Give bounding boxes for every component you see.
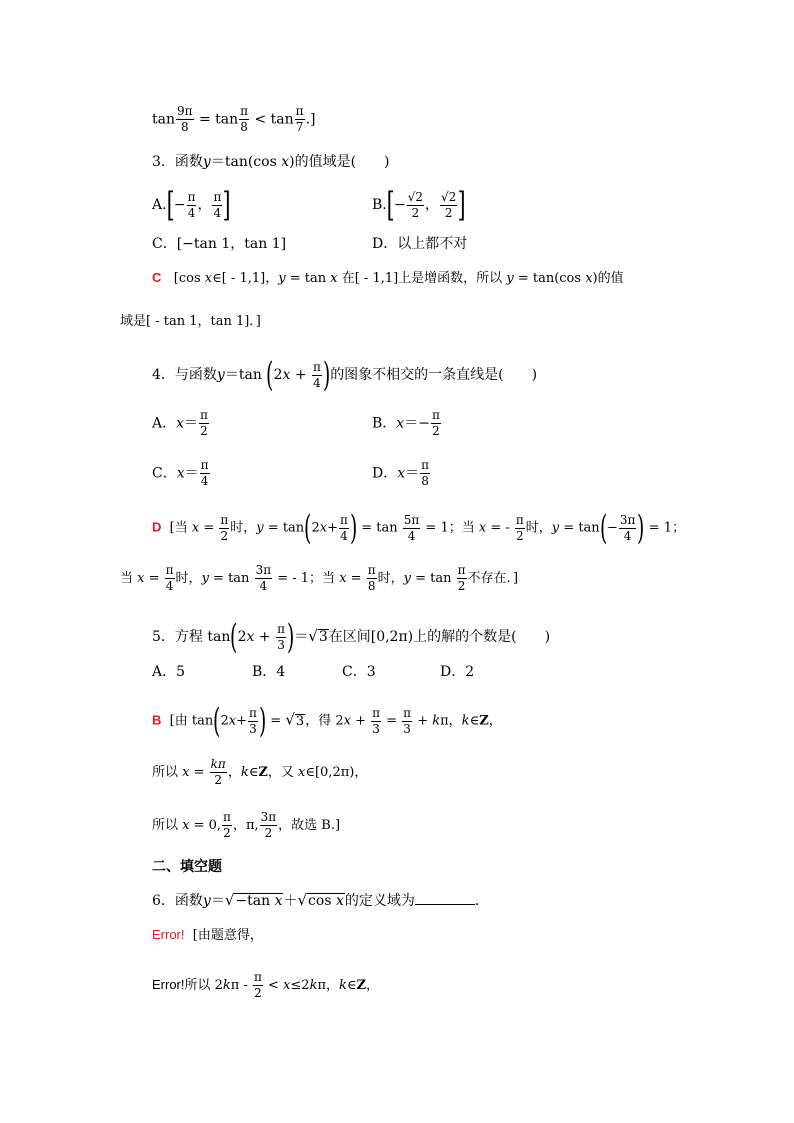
fraction [253, 970, 263, 1001]
numerator: π [515, 512, 524, 527]
var: y [216, 367, 225, 383]
var: y [202, 154, 211, 170]
text: [cos [173, 271, 205, 286]
var: x [282, 367, 291, 383]
paren: ( [213, 701, 221, 741]
option-5b: B．4 [252, 664, 286, 680]
fraction [457, 563, 467, 594]
text: = tan [263, 520, 305, 536]
var: x [396, 415, 405, 432]
option-5c: C．3 [342, 664, 376, 680]
text: 在区间[0,2π)上的解的个数是( ) [328, 629, 551, 645]
var: x [585, 271, 593, 286]
text: = tan [285, 271, 331, 286]
text: 所以 [152, 818, 183, 833]
answer-letter: C [152, 270, 162, 285]
text: = tan [208, 571, 254, 586]
fraction [407, 190, 424, 221]
text: 不存在．] [467, 571, 519, 586]
text: ∈ [469, 713, 480, 729]
radical-sign: √ [285, 710, 295, 729]
denominator: 2 [407, 205, 424, 221]
radicand: 3 [318, 629, 328, 645]
var: x [176, 465, 185, 482]
var: x [274, 893, 283, 909]
text: [当 [169, 520, 192, 536]
var: x [182, 765, 190, 780]
fraction [200, 458, 210, 489]
error-marker: Error! [152, 927, 185, 942]
var: x [397, 465, 406, 482]
bracket: ] [457, 185, 466, 225]
option-label: C． [152, 465, 177, 482]
text: = [199, 520, 219, 536]
fraction [248, 706, 258, 737]
text: 时， [175, 571, 202, 586]
denominator: 8 [176, 119, 194, 135]
question-4 [152, 355, 538, 395]
numerator: 3π [255, 563, 272, 577]
text: = [382, 713, 402, 729]
text: ＝− [404, 415, 430, 432]
var: y [256, 520, 264, 536]
option-3c: C．[−tan 1，tan 1] [152, 236, 287, 252]
denominator: 2 [260, 825, 278, 841]
text: 6．函数 [152, 893, 203, 909]
text: − [394, 197, 406, 213]
var: x [283, 978, 291, 993]
text: ≤2 [290, 978, 310, 993]
paren: ) [322, 355, 331, 395]
fraction [165, 563, 175, 594]
answer-4 [152, 508, 686, 548]
text: < tan [250, 111, 294, 128]
numerator: 3π [260, 810, 277, 824]
fraction [276, 622, 286, 653]
text: 2 [220, 713, 229, 729]
text: = 0, [189, 818, 222, 833]
numerator: π [254, 970, 262, 984]
set-symbol: Z [479, 713, 489, 729]
text: ＝tan [224, 367, 267, 383]
answer-6 [152, 925, 263, 946]
text: ∈[0,2π)， [305, 765, 368, 780]
text: )的值域是( ) [289, 154, 390, 170]
text: π， [317, 978, 340, 993]
numerator: 9π [177, 104, 193, 118]
text: .] [305, 111, 316, 128]
text: ， [425, 197, 440, 213]
text: tan [152, 111, 175, 128]
text: + [254, 629, 276, 645]
text: − [173, 197, 186, 213]
fraction [210, 757, 227, 788]
denominator: 2 [210, 772, 227, 788]
answer-letter: D [152, 519, 162, 535]
answer-5-cont1 [152, 757, 367, 788]
numerator: π [165, 563, 174, 577]
var: x [204, 271, 213, 286]
error-marker: Error! [152, 977, 185, 992]
text: ＝ [184, 415, 199, 432]
var: x [335, 893, 344, 909]
paren: ( [599, 508, 607, 548]
text: = - [486, 520, 514, 536]
numerator: π [431, 408, 440, 422]
denominator: 2 [254, 986, 262, 1000]
fraction [239, 104, 249, 135]
continuation-line [152, 104, 315, 135]
option-label: A. [152, 197, 167, 213]
text: −tan [235, 893, 275, 909]
answer-letter: B [152, 712, 162, 728]
fraction [515, 513, 525, 544]
text: ，又 [267, 765, 298, 780]
text: 所以 2 [184, 978, 223, 993]
bracket: [ [386, 185, 395, 225]
text: < [263, 978, 284, 993]
var: k [240, 765, 249, 780]
denominator: 2 [220, 528, 229, 543]
text: = 1；当 [421, 520, 479, 536]
numerator: kπ [210, 757, 226, 771]
denominator: 4 [200, 474, 209, 488]
answer-3 [152, 268, 624, 289]
text: ， [366, 978, 380, 993]
numerator: π [240, 104, 249, 118]
var: x [191, 520, 200, 536]
option-4a [152, 408, 210, 439]
text: ，π, [232, 818, 259, 833]
fraction [371, 706, 381, 737]
fraction [222, 810, 232, 841]
text: 3．函数 [152, 154, 203, 170]
text: = tan [410, 571, 456, 586]
text: + [290, 367, 312, 383]
section-heading: 二、填空题 [152, 859, 222, 875]
numerator: π [421, 458, 430, 472]
numerator: π [200, 458, 209, 472]
fraction [440, 190, 457, 221]
text: + [236, 713, 248, 729]
numerator: π [457, 563, 466, 577]
numerator: π [200, 408, 208, 422]
var: x [339, 571, 347, 586]
var: y [278, 271, 286, 286]
var: y [506, 271, 514, 286]
fraction [431, 408, 441, 439]
denominator: 4 [187, 205, 196, 220]
var: x [478, 520, 487, 536]
text: + [327, 520, 338, 536]
option-4b [372, 408, 442, 439]
option-label: B． [372, 415, 397, 432]
text: π， [440, 713, 462, 729]
var: x [176, 415, 185, 432]
denominator: 8 [367, 579, 376, 593]
text: ． [474, 893, 489, 909]
numerator: π [223, 810, 231, 824]
text: ，故选 B.] [278, 818, 341, 833]
var: x [182, 818, 190, 833]
text: 时， [377, 571, 404, 586]
var: x [298, 765, 306, 780]
answer-5 [152, 701, 502, 741]
var: k [461, 713, 470, 729]
fraction [367, 563, 377, 594]
numerator: π [277, 621, 285, 636]
paren: ) [349, 508, 358, 548]
denominator: 3 [372, 721, 380, 736]
text: 5．方程 tan [152, 629, 231, 645]
text: = tan [357, 520, 402, 536]
var: k [432, 713, 441, 729]
text: 所以 [152, 765, 183, 780]
question-6 [152, 890, 489, 911]
denominator: 4 [340, 528, 348, 543]
text: 2 [237, 629, 247, 645]
text: = tan(cos [513, 271, 586, 286]
numerator: π [367, 563, 376, 577]
denominator: 4 [403, 528, 421, 544]
denominator: 3 [277, 637, 285, 652]
fraction [402, 706, 412, 737]
fraction [619, 513, 637, 544]
denominator: 2 [200, 424, 208, 438]
numerator: π [339, 512, 348, 527]
var: x [330, 271, 338, 286]
fraction [420, 458, 430, 489]
text: π - [230, 978, 252, 993]
var: k [339, 978, 347, 993]
bracket: [ [166, 185, 175, 225]
text: = [266, 713, 286, 729]
numerator: π [249, 705, 257, 720]
denominator: 4 [313, 375, 321, 390]
radical-sign: √ [308, 627, 318, 645]
paren: ( [230, 617, 238, 657]
text: = 1； [644, 520, 686, 536]
text: [由 tan [169, 713, 214, 729]
paren: ( [304, 508, 312, 548]
question-5 [152, 617, 551, 657]
denominator: 3 [403, 721, 411, 736]
radicand: 3 [295, 713, 305, 729]
fraction [199, 408, 209, 439]
numerator: π [372, 705, 380, 720]
option-3a [152, 185, 231, 225]
var: x [137, 571, 145, 586]
text: ∈ [248, 765, 259, 780]
radical-sign: √ [297, 891, 308, 909]
text: cos [308, 893, 336, 909]
option-3b [372, 185, 466, 225]
text: [由题意得， [192, 928, 263, 943]
set-symbol: Z [258, 765, 268, 780]
fraction [187, 190, 197, 221]
fraction [403, 513, 421, 544]
text: 2 [311, 520, 320, 536]
denominator: 7 [295, 120, 304, 134]
denominator: 2 [440, 205, 457, 221]
var: x [228, 713, 237, 729]
text: ，得 2 [305, 713, 344, 729]
var: y [202, 893, 211, 909]
bracket: ] [222, 185, 231, 225]
question-3 [152, 152, 390, 172]
text: − [606, 520, 618, 536]
var: x [281, 154, 290, 170]
text: 4．与函数 [152, 367, 217, 383]
paren: ( [266, 355, 274, 395]
text: + [350, 713, 371, 729]
answer-3-cont: 域是[ - tan 1，tan 1]．] [120, 314, 261, 329]
option-4d [372, 458, 431, 489]
var: y [551, 520, 560, 536]
fraction [295, 104, 305, 135]
option-5a: A．5 [152, 664, 186, 680]
text: = - 1；当 [273, 571, 340, 586]
answer-4-cont [120, 563, 518, 594]
radical-sign: √ [224, 891, 235, 909]
fraction [260, 810, 278, 841]
numerator: 3π [619, 512, 636, 527]
fraction [312, 360, 322, 391]
fraction [219, 513, 229, 544]
text: ， [227, 765, 241, 780]
numerator: 5π [403, 512, 420, 527]
var: k [222, 978, 231, 993]
text: ＋ [283, 893, 298, 909]
paren: ) [258, 701, 267, 741]
numerator: π [187, 189, 196, 204]
text: = [144, 571, 164, 586]
denominator: 2 [516, 528, 524, 543]
text: = [346, 571, 366, 586]
denominator: 8 [421, 474, 429, 488]
text: ∈[ - 1,1]， [212, 271, 279, 286]
text: 2 [273, 367, 283, 383]
text: 时， [230, 520, 257, 536]
denominator: 4 [619, 528, 637, 544]
text: = [189, 765, 209, 780]
denominator: 2 [223, 826, 231, 840]
text: ， [488, 713, 502, 729]
denominator: 2 [432, 424, 440, 438]
numerator: π [313, 359, 321, 374]
paren: ) [286, 617, 295, 657]
text: = tan [194, 111, 239, 128]
answer-blank[interactable] [415, 890, 475, 905]
var: y [201, 571, 209, 586]
denominator: 4 [165, 579, 174, 593]
answer-6-cont [152, 970, 379, 1001]
numerator: π [220, 512, 229, 527]
text: 时， [525, 520, 552, 536]
text: ∈ [346, 978, 357, 993]
radicand [307, 893, 345, 908]
numerator: π [213, 189, 222, 204]
var: k [309, 978, 318, 993]
denominator: 4 [213, 205, 222, 220]
denominator: 4 [255, 578, 273, 594]
var: x [319, 520, 328, 536]
option-5d: D．2 [440, 664, 475, 680]
set-symbol: Z [356, 978, 367, 993]
option-label: A． [152, 415, 177, 432]
denominator: 2 [457, 579, 466, 593]
text: ＝ [184, 465, 199, 482]
text: )的值 [592, 271, 624, 286]
text: 在[ - 1,1]上是增函数，所以 [337, 271, 507, 286]
numerator: √2 [407, 189, 424, 204]
text: 的定义域为 [344, 893, 415, 909]
fraction [176, 104, 194, 135]
option-label: B. [372, 197, 387, 213]
var: x [343, 713, 351, 729]
fraction [339, 513, 349, 544]
option-label: D． [372, 465, 398, 482]
option-4c [152, 458, 211, 489]
text: ＝tan(cos [210, 154, 282, 170]
paren: ) [637, 508, 645, 548]
text: + [413, 713, 433, 729]
numerator: π [295, 104, 304, 118]
denominator: 8 [240, 120, 248, 134]
text: ＝ [210, 893, 225, 909]
text: ＝ [294, 629, 309, 645]
text: ＝ [405, 465, 420, 482]
numerator: √2 [441, 189, 457, 204]
fraction [212, 190, 222, 221]
var: y [403, 571, 411, 586]
numerator: π [403, 705, 412, 720]
text: 当 [120, 571, 138, 586]
var: x [246, 629, 255, 645]
fraction [255, 563, 273, 594]
denominator: 3 [249, 721, 257, 736]
text: 的图象不相交的一条直线是( ) [330, 367, 538, 383]
radicand [234, 893, 283, 908]
answer-5-cont2 [152, 810, 340, 841]
text: ， [197, 197, 212, 213]
text: = tan [559, 520, 600, 536]
option-3d: D．以上都不对 [372, 236, 468, 252]
